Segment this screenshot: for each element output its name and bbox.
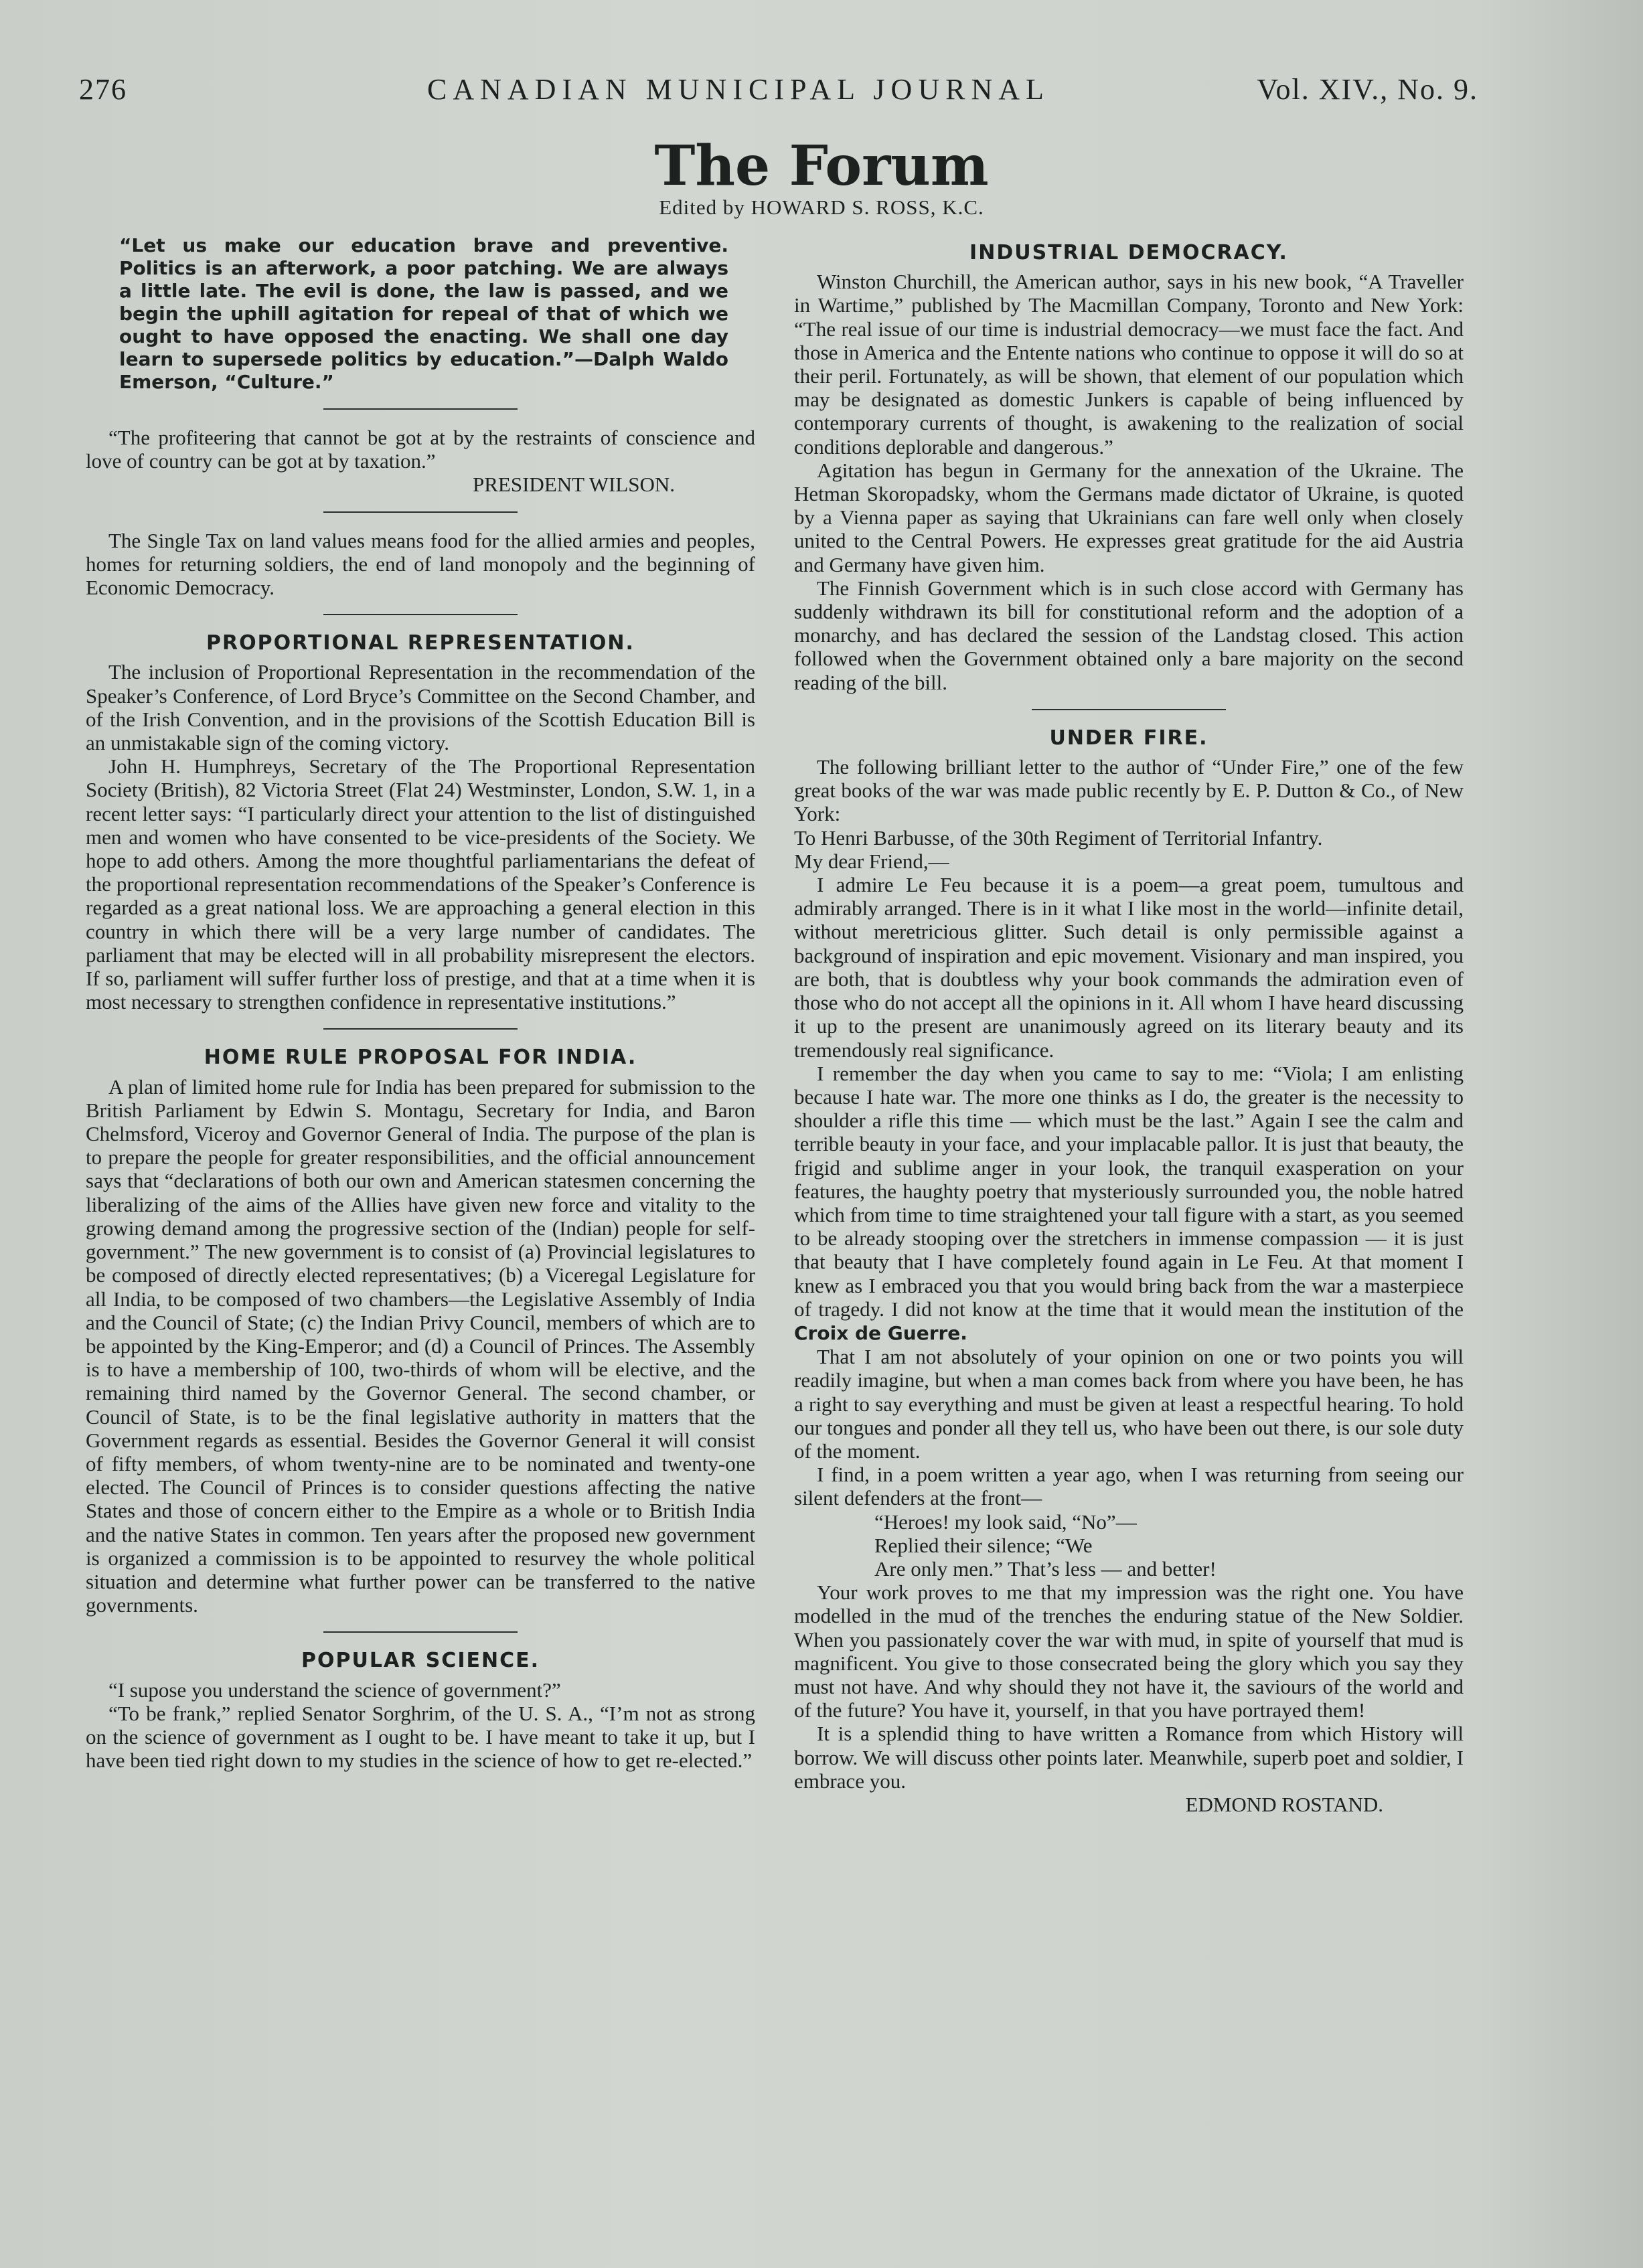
divider: [323, 408, 518, 410]
verse-line: Replied their silence; “We: [874, 1533, 1093, 1557]
paragraph: John H. Humphreys, Secretary of the The Proportional Representation Society (British), 82 Victoria Street (Flat 24) Westminster, London, S.W. 1, in a recent letter says: “I particularly direct your attention to the list of distinguished men and women who have consented to be vice-presidents of the Society. We hope to add others. Among the more thoughtful parliamentarians the defeat of the proportional representation recommendations of the Speaker’s Conference is regarded as a great national loss. We are approaching a general election in this country in which there will be a very large number of candidates. The parliament that may be elected will in all probability misrepresent the electors. If so, parliament will suffer further loss of prestige, and that at a time when it is most necessary to strengthen confidence in representative institutions.”: [86, 754, 755, 1014]
right-column: [794, 234, 1464, 1816]
verse-line: Are only men.” That’s less — and better!: [874, 1556, 1217, 1581]
editor-line: Edited by HOWARD S. ROSS, K.C.: [659, 195, 984, 219]
left-column: [86, 234, 755, 1772]
paragraph: Your work proves to me that my impression was the right one. You have modelled in the mud of the trenches the enduring statue of the New Soldier. When you passionately cover the war with mud, in spite of yourself that mud is magnificent. You give to those consecrated being the glory which you say they must not have. And why should they not have it, the saviours of the world and of the future? You have it, yourself, in that you have portrayed them!: [794, 1581, 1464, 1722]
page-title: The Forum: [654, 134, 989, 198]
paragraph: I admire Le Feu because it is a poem—a great poem, tumultous and admirably arranged. There is in it what I like most in the world—infinite detail, without meretricious glitter. Such detail is only permissible against a background of inspiration and epic movement. Visionary and man inspired, you are both, that is doubtless why your book commands the admiration even of those who do not accept all the opinions in it. All whom I have heard discussing it up to the present are unanimously agreed on its literary beauty and its tremendously real significance.: [794, 873, 1464, 1062]
paragraph: I find, in a poem written a year ago, when I was returning from seeing our silent defenders at the front—: [794, 1463, 1464, 1510]
paragraph-text: I remember the day when you came to say to me: “Viola; I am enlisting because I hate war. The more one thinks as I do, the greater is the necessity to shoulder a rifle this time — which must be the last.” Again I see the calm and terrible beauty in your face, and your implacable pallor. It is just that beauty, the frigid and sublime anger in your look, the tranquil exasperation on your features, the haughty poetry that mysteriously surrounded you, the noble hatred which from time to time straightened your tall figure with a start, as you seemed to be already stooping over the stretchers in immense compassion — it is just that beauty that I have completely found again in Le Feu. At that moment I knew as I embraced you that you would bring back from the war a masterpiece of tragedy. I did not know at the time that it would mean the institution of the: [794, 1061, 1464, 1321]
letter-salutation: My dear Friend,—: [794, 849, 949, 873]
letter-addressee: To Henri Barbusse, of the 30th Regiment of Territorial Infantry.: [794, 825, 1323, 849]
running-header: [79, 72, 1478, 119]
journal-title: CANADIAN MUNICIPAL JOURNAL: [427, 73, 1050, 106]
letter-signature: EDMOND ROSTAND.: [1185, 1793, 1383, 1816]
paragraph: Agitation has begun in Germany for the annexation of the Ukraine. The Hetman Skoropadsky, whom the Germans made dictator of Ukraine, is quoted by a Vienna paper as saying that Ukrainians can fare well only when closely united to the Central Powers. He expresses great gratitude for the aid Austria and Germany have given him.: [794, 458, 1464, 576]
wilson-signature: PRESIDENT WILSON.: [473, 473, 675, 497]
verse-line: “Heroes! my look said, “No”—: [874, 1510, 1137, 1534]
paragraph: A plan of limited home rule for India has been prepared for submission to the British Parliament by Edwin S. Montagu, Secretary for India, and Baron Chelmsford, Viceroy and Governor General of India. The purpose of the plan is to prepare the people for greater responsibilities, and the official announcement says that “declarations of both our own and American statesmen concerning the liberalizing of the aims of the Allies have given new force and vitality to the growing demand among the progressive section of the (Indian) people for self-government.” The new government is to consist of (a) Provincial legislatures to be composed of directly elected representatives; (b) a Viceregal Legislature for all India, to be composed of two chambers—the Legislative Assembly of India and the Council of State; (c) the Indian Privy Council, members of which are to be appointed by the King-Emperor; and (d) a Council of Princes. The Assembly is to have a membership of 100, two-thirds of whom will be elective, and the remaining third named by the Governor General. The second chamber, or Council of State, is to be the final legislative authority in matters that the Government regards as essential. Besides the Governor General it will consist of fifty members, of whom twenty-nine are to be nominated and twenty-one elected. The Council of Princes is to consider questions affecting the native States and those of concern either to the Empire as a whole or to British India and the native States in common. Ten years after the proposed new government is organized a commission is to be appointed to resurvey the whole political situation and determine what further power can be transferred to the native governments.: [86, 1074, 755, 1617]
paragraph: [794, 1062, 1464, 1345]
paragraph: It is a splendid thing to have written a Romance from which History will borrow. We will discuss other points later. Meanwhile, superb poet and soldier, I embrace you.: [794, 1722, 1464, 1793]
paragraph: The inclusion of Proportional Representation in the recommendation of the Speaker’s Conference, of Lord Bryce’s Committee on the Second Chamber, and of the Irish Convention, and in the provisions of the Scottish Education Bill is an unmistakable sign of the coming victory.: [86, 660, 755, 755]
wilson-quote: “The profiteering that cannot be got at by the restraints of conscience and love of country can be got at by taxation.”: [86, 426, 755, 473]
paragraph: That I am not absolutely of your opinion on one or two points you will readily imagine, but when a man comes back from where you have been, he has a right to say everything and must be given at least a respectful hearing. To hold our tongues and ponder all they tell us, who have been out there, is our sole duty of the moment.: [794, 1345, 1464, 1463]
single-tax-paragraph: The Single Tax on land values means food for the allied armies and peoples, homes for returning soldiers, the end of land monopoly and the beginning of Economic Democracy.: [86, 528, 755, 600]
volume-number: Vol. XIV., No. 9.: [1257, 73, 1478, 106]
section-heading: INDUSTRIAL DEMOCRACY.: [969, 241, 1288, 264]
section-heading: POPULAR SCIENCE.: [301, 1649, 540, 1673]
emerson-quote: “Let us make our education brave and preventive. Politics is an afterwork, a poor patching. We are always a little late. The evil is done, the law is passed, and we begin the uphill agitation for repeal of that of which we ought to have opposed the enacting. We shall one day learn to supersede politics by education.”—Dalph Waldo Emerson, “Culture.”: [119, 234, 728, 393]
paragraph: The following brilliant letter to the author of “Under Fire,” one of the few great books of the war was made public recently by E. P. Dutton & Co., of New York:: [794, 755, 1464, 826]
divider: [323, 614, 518, 615]
page-number: 276: [79, 73, 127, 106]
section-heading: HOME RULE PROPOSAL FOR INDIA.: [204, 1046, 637, 1070]
paragraph: “To be frank,” replied Senator Sorghrim, of the U. S. A., “I’m not as strong on the science of government as I ought to be. I have meant to take it up, but I have been tied right down to my studies in the science of how to get re-elected.”: [86, 1701, 755, 1773]
section-heading: PROPORTIONAL REPRESENTATION.: [206, 631, 635, 655]
divider: [323, 1631, 518, 1633]
section-heading: UNDER FIRE.: [1049, 726, 1208, 750]
paragraph: The Finnish Government which is in such close accord with Germany has suddenly withdrawn its bill for constitutional reform and the adoption of a monarchy, and has declared the session of the Landstag closed. This action followed when the Government obtained only a bare majority on the second reading of the bill.: [794, 576, 1464, 694]
croix-de-guerre: Croix de Guerre.: [794, 1321, 967, 1344]
divider: [1032, 709, 1226, 710]
paragraph: Winston Churchill, the American author, says in his new book, “A Traveller in Wartime,” published by The Macmillan Company, Toronto and New York: “The real issue of our time is industrial democracy—we must face the fact. And those in America and the Entente nations who continue to oppose it will do so at their peril. Fortunately, as will be shown, that element of our population which may be designated as domestic Junkers is capable of being influenced by contemporary currents of thought, is awakening to the realization of social conditions deplorable and dangerous.”: [794, 270, 1464, 459]
divider: [323, 511, 518, 513]
divider: [323, 1028, 518, 1030]
paragraph: “I supose you understand the science of government?”: [108, 1678, 561, 1702]
